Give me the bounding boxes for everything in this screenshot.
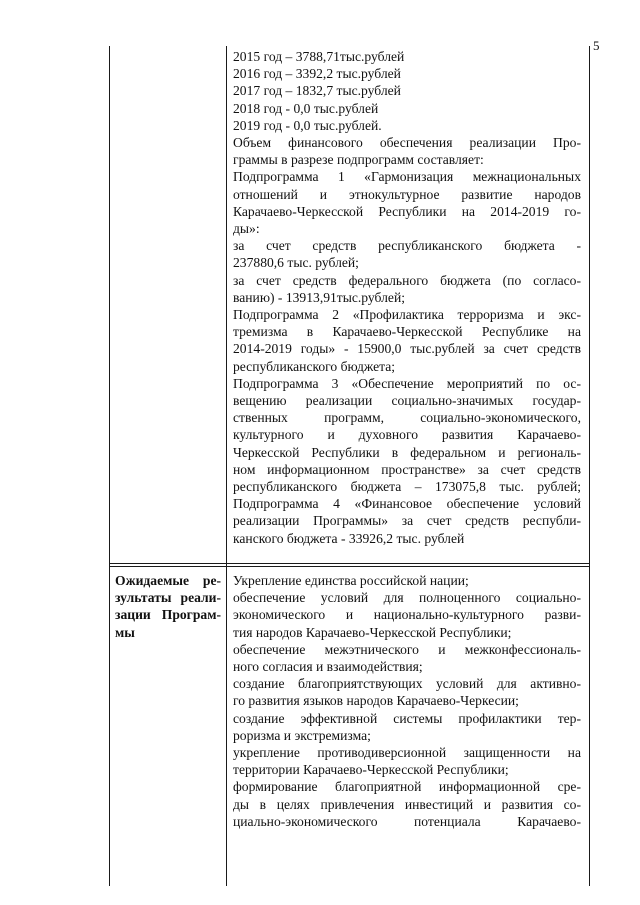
results-text-line: создание эффективной системы профилактики тер- — [233, 710, 581, 726]
results-text — [233, 572, 581, 830]
results-text-line: циально-экономического потенциала Карачаево- — [233, 813, 581, 829]
finance-text-line: Подпрограмма 1 «Гармонизация межнациональных — [233, 169, 581, 185]
results-text-line: экономического и национально-культурного разви- — [233, 607, 581, 623]
finance-text — [233, 48, 581, 547]
finance-text-line: ды»: — [233, 221, 260, 237]
table-row-divider — [109, 563, 590, 564]
table-left-border — [109, 46, 110, 886]
results-text-line: территории Карачаево-Черкесской Республики; — [233, 762, 509, 778]
finance-text-line: Подпрограмма 4 «Финансовое обеспечение условий — [233, 496, 581, 512]
finance-text-line: культурного и духовного развития Карачаево- — [233, 427, 581, 443]
results-text-line: формирование благоприятной информационной сре- — [233, 779, 581, 795]
finance-text-line: за счет средств федерального бюджета (по согласо- — [233, 272, 581, 288]
results-text-line: роризма и экстремизма; — [233, 727, 371, 743]
results-text-line: обеспечение условий для полноценного социально- — [233, 590, 581, 606]
results-label-line: зультаты реали- — [115, 590, 221, 606]
finance-text-line: 237880,6 тыс. рублей; — [233, 255, 359, 271]
page-number: 5 — [593, 38, 600, 53]
results-text-line: укрепление противодиверсионной защищенности на — [233, 745, 581, 761]
table-row-divider-2 — [109, 566, 590, 567]
results-text-line: ного согласия и взаимодействия; — [233, 659, 423, 675]
program-passport-table — [109, 46, 590, 886]
finance-text-line: Подпрограмма 2 «Профилактика терроризма и экс- — [233, 307, 581, 323]
finance-text-line: Объем финансового обеспечения реализации Про- — [233, 135, 581, 151]
finance-text-line: 2017 год – 1832,7 тыс.рублей — [233, 83, 401, 99]
results-label — [115, 572, 221, 641]
finance-text-line: 2016 год – 3392,2 тыс.рублей — [233, 66, 401, 82]
finance-text-line: республиканского бюджета – 173075,8 тыс. рублей; — [233, 479, 581, 495]
finance-text-line: республиканского бюджета; — [233, 358, 396, 374]
finance-text-line: вещению реализации социально-значимых государ- — [233, 393, 581, 409]
finance-text-line: 2015 год – 3788,71тыс.рублей — [233, 49, 405, 64]
finance-text-line: ственных программ, социально-экономического, — [233, 410, 581, 426]
results-cell — [233, 572, 581, 830]
results-text-line: тия народов Карачаево-Черкесской Республики; — [233, 624, 512, 640]
results-text-line: Укрепление единства российской нации; — [233, 573, 469, 588]
table-right-border — [589, 46, 590, 886]
results-label-line: Ожидаемые ре- — [115, 573, 221, 588]
finance-text-line: Подпрограмма 3 «Обеспечение мероприятий по ос- — [233, 375, 581, 391]
finance-text-line: граммы в разрезе подпрограмм составляет: — [233, 152, 484, 168]
results-text-line: ды в целях привлечения инвестиций и развития со- — [233, 796, 581, 812]
finance-text-line: 2019 год - 0,0 тыс.рублей. — [233, 117, 382, 133]
finance-text-line: ном информационном пространстве» за счет средств — [233, 461, 581, 477]
finance-cell — [233, 48, 581, 547]
finance-text-line: Карачаево-Черкесской Республики на 2014-2019 го- — [233, 203, 581, 219]
results-text-line: го развития языков народов Карачаево-Черкесии; — [233, 693, 519, 709]
results-text-line: обеспечение межэтнического и межконфессиональ- — [233, 641, 581, 657]
results-text-line: создание благоприятствующих условий для активно- — [233, 676, 581, 692]
table-column-divider — [226, 46, 227, 886]
finance-text-line: реализации Программы» за счет средств республи- — [233, 513, 581, 529]
finance-text-line: 2018 год - 0,0 тыс.рублей — [233, 100, 379, 116]
finance-text-line: канского бюджета - 33926,2 тыс. рублей — [233, 530, 465, 546]
finance-text-line: Черкесской Республики в федеральном и региональ- — [233, 444, 581, 460]
finance-text-line: 2014-2019 годы» - 15900,0 тыс.рублей за счет средств — [233, 341, 581, 357]
finance-text-line: ванию) - 13913,91тыс.рублей; — [233, 289, 405, 305]
finance-text-line: отношений и этнокультурное развитие народов — [233, 186, 581, 202]
results-label-cell — [115, 572, 221, 641]
results-label-line: зации Програм- — [115, 607, 221, 623]
results-label-line: мы — [115, 624, 135, 640]
finance-text-line: тремизма в Карачаево-Черкесской Республике на — [233, 324, 581, 340]
finance-text-line: за счет средств республиканского бюджета - — [233, 238, 581, 254]
